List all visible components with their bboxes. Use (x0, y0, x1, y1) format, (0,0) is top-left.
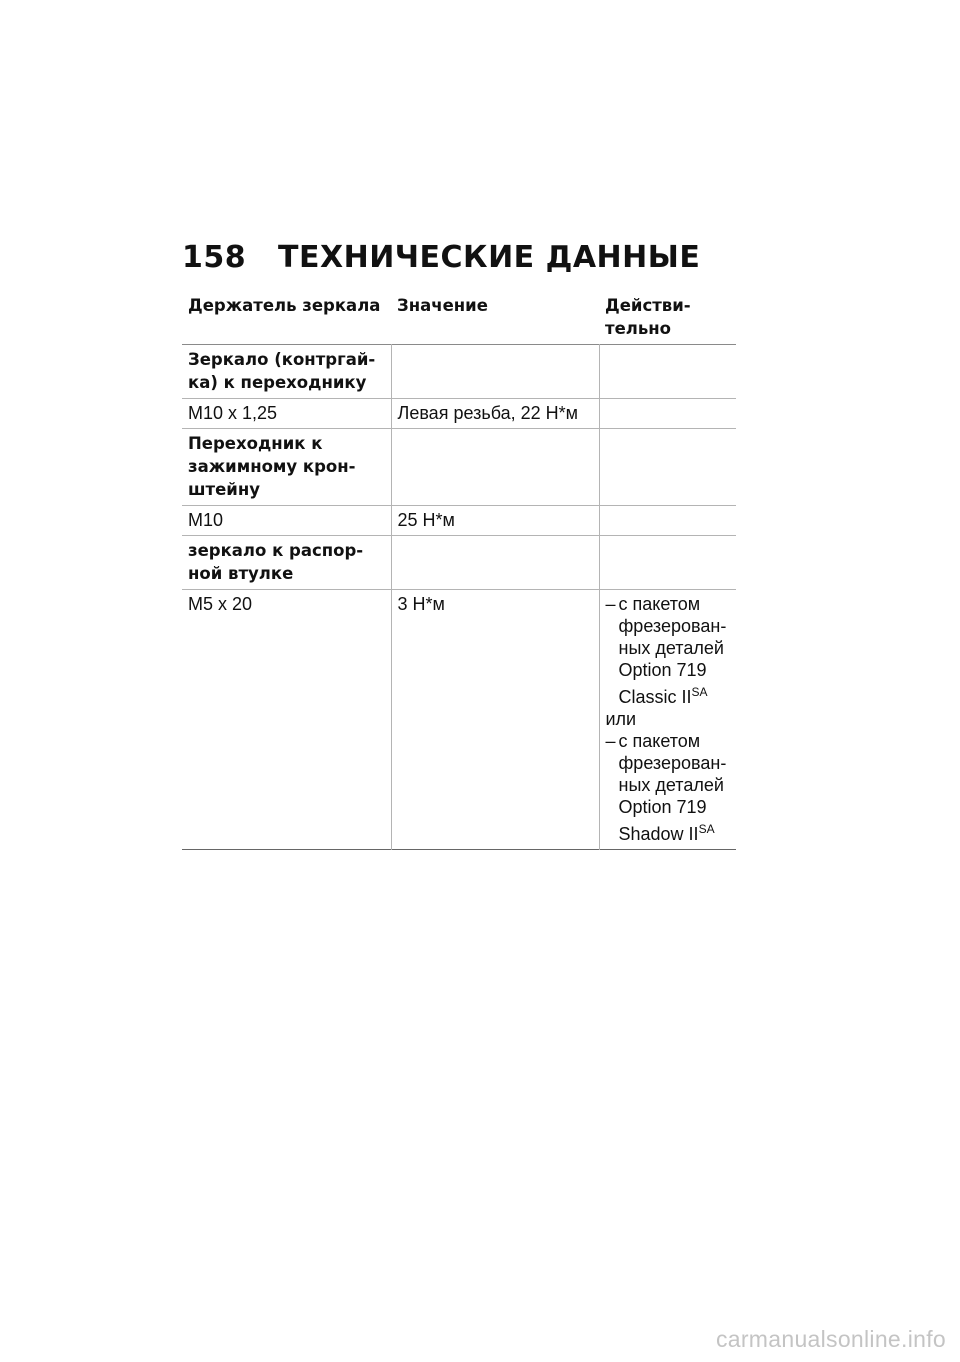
section-title: зеркало к распор- ной втулке (188, 541, 364, 583)
section-title: Переходник к зажимному крон- штейну (188, 434, 356, 499)
sa-badge: SA (698, 822, 715, 836)
option-separator: или (605, 709, 637, 729)
page-number: 158 (182, 240, 247, 275)
table-row (182, 506, 736, 536)
page-header (182, 240, 700, 275)
table-header-row (182, 292, 736, 345)
dash-bullet: – (605, 731, 616, 751)
spec-item: M10 x 1,25 (188, 403, 278, 423)
column-header-valid: Действи- тельно (605, 296, 691, 338)
table-row (182, 590, 736, 850)
valid-option (606, 593, 733, 708)
column-header-value: Значение (397, 296, 488, 315)
spec-item: M10 (188, 510, 224, 530)
spec-valid (599, 506, 736, 536)
section-row (182, 345, 736, 399)
section-row (182, 536, 736, 590)
spec-value: 3 Н*м (391, 590, 599, 850)
spec-item: M5 x 20 (188, 594, 253, 614)
spec-valid (599, 590, 736, 850)
section-row (182, 429, 736, 506)
option-text: с пакетом фрезерован- ных деталей Option 719 Shadow II (618, 731, 727, 844)
section-title: Зеркало (контргай- ка) к переходнику (188, 350, 376, 392)
spec-value: 25 Н*м (391, 506, 599, 536)
watermark: carmanualsonline.info (715, 1326, 946, 1352)
spec-valid (599, 399, 736, 429)
option-text: с пакетом фрезерован- ных деталей Option 719 Classic II (618, 594, 727, 707)
table-row (182, 399, 736, 429)
dash-bullet: – (605, 594, 616, 614)
spec-value: Левая резьба, 22 Н*м (391, 399, 599, 429)
valid-option (606, 730, 733, 845)
sa-badge: SA (691, 685, 708, 699)
column-header-item: Держатель зеркала (188, 296, 381, 315)
torque-spec-table (182, 292, 736, 850)
section-title: ТЕХНИЧЕСКИЕ ДАННЫЕ (278, 240, 701, 275)
